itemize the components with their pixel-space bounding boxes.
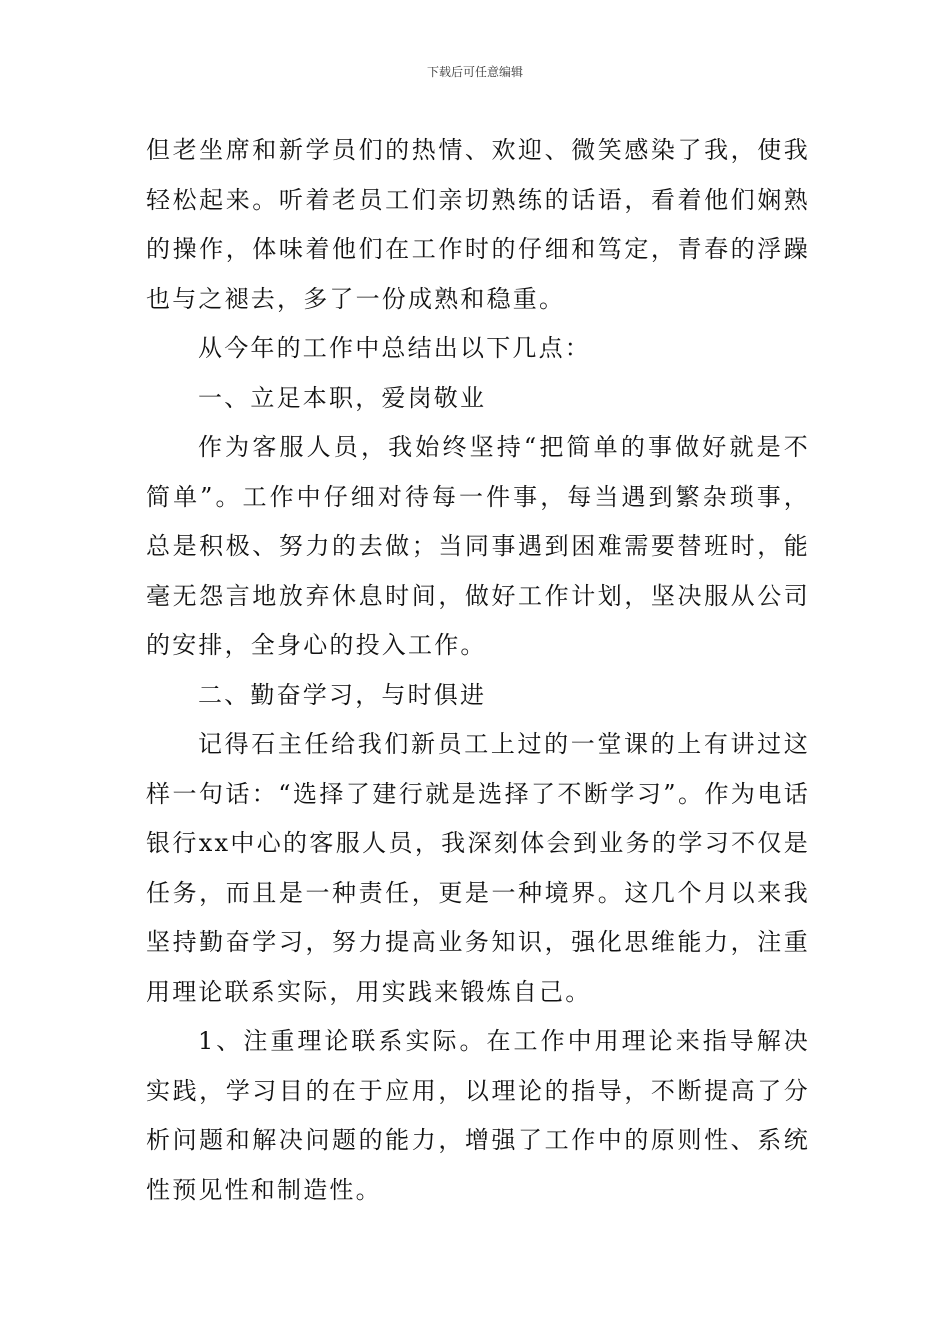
paragraph-continuation: 但老坐席和新学员们的热情、欢迎、微笑感染了我，使我轻松起来。听着老员工们亲切熟练的话语，看着他们娴熟的操作，体味着他们在工作时的仔细和笃定，青春的浮躁也与之褪去，多了一份成熟和稳重。 <box>146 136 810 313</box>
section-heading-1: 一、立足本职，爱岗敬业 <box>198 383 487 412</box>
document-body <box>146 126 810 1215</box>
section-heading-2: 二、勤奋学习，与时俱进 <box>198 680 487 709</box>
paragraph-section-2: 记得石主任给我们新员工上过的一堂课的上有讲过这样一句话：“选择了建行就是选择了不断学习”。作为电话银行xx中心的客服人员，我深刻体会到业务的学习不仅是任务，而且是一种责任，更是一种境界。这几个月以来我坚持勤奋学习，努力提高业务知识，强化思维能力，注重用理论联系实际，用实践来锻炼自己。 <box>146 730 810 1006</box>
paragraph-section-1: 作为客服人员，我始终坚持“把简单的事做好就是不简单”。工作中仔细对待每一件事，每当遇到繁杂琐事，总是积极、努力的去做；当同事遇到困难需要替班时，能毫无怨言地放弃休息时间，做好工作计划，坚决服从公司的安排，全身心的投入工作。 <box>146 433 810 659</box>
paragraph-summary-intro: 从今年的工作中总结出以下几点： <box>198 334 591 362</box>
page-header: 下载后可任意编辑 <box>426 65 523 79</box>
paragraph-point-1: 1、注重理论联系实际。在工作中用理论来指导解决实践，学习目的在于应用，以理论的指导，不断提高了分析问题和解决问题的能力，增强了工作中的原则性、系统性预见性和制造性。 <box>146 1027 810 1204</box>
